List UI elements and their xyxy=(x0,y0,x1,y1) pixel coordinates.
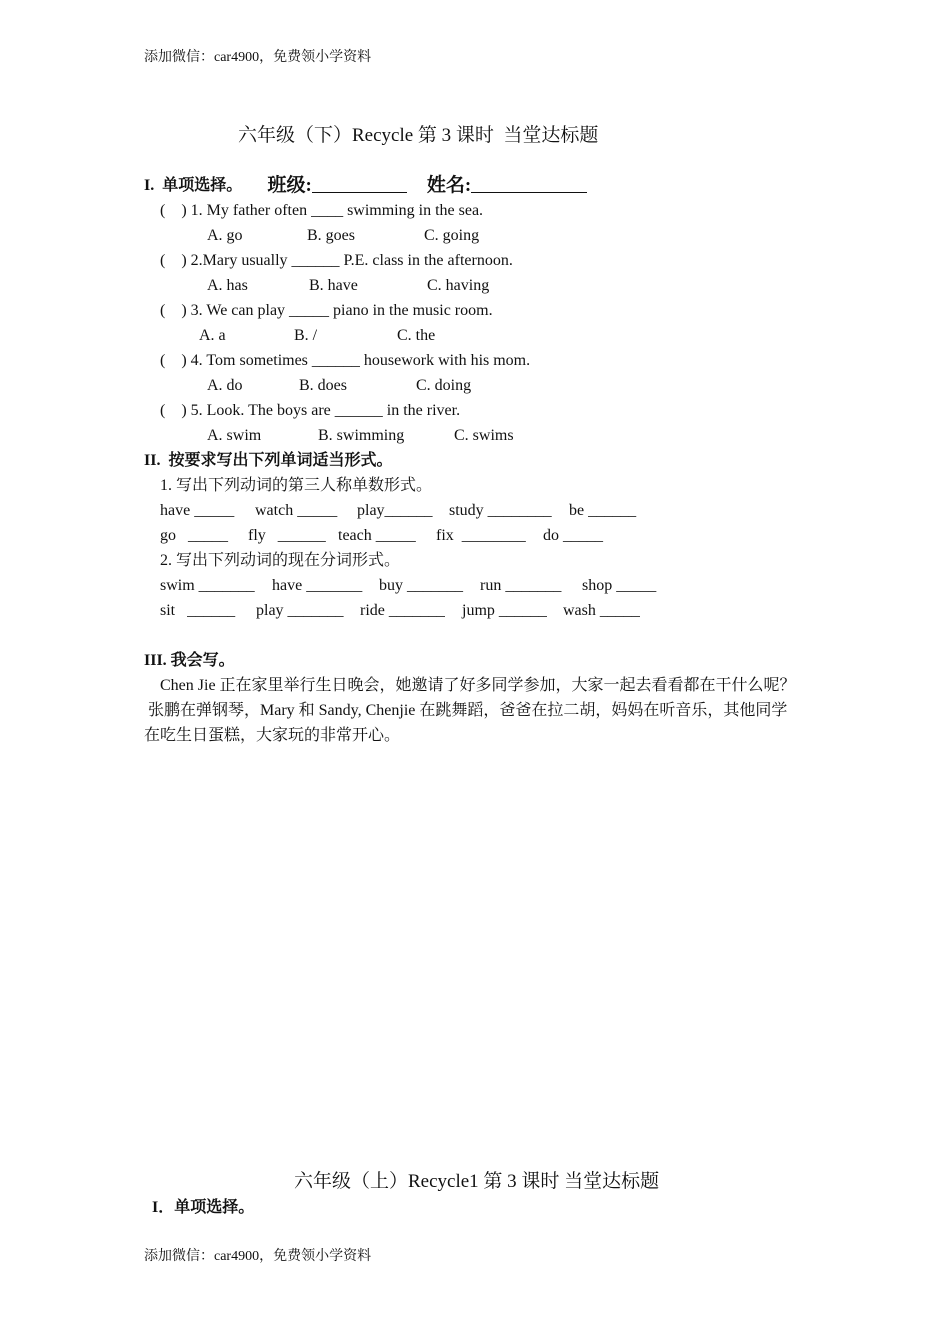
word-play: play______ xyxy=(357,502,433,519)
section2-heading: II. 按要求写出下列单词适当形式。 xyxy=(144,452,393,469)
word-do: do _____ xyxy=(543,527,603,544)
class-name-line xyxy=(258,150,587,198)
option-1b: B. goes xyxy=(307,227,355,244)
option-4b: B. does xyxy=(299,377,347,394)
word-ride: ride _______ xyxy=(360,602,445,619)
paragraph-line-3: 在吃生日蛋糕，大家玩的非常开心。 xyxy=(144,727,401,744)
part1-title: 1. 写出下列动词的第三人称单数形式。 xyxy=(160,477,433,494)
paragraph-line-1: Chen Jie 正在家里举行生日晚会，她邀请了好多同学参加，大家一起去看看都在干什么呢？ xyxy=(160,677,796,694)
next-page-heading: I．单项选择。 xyxy=(152,1199,255,1216)
word-jump: jump ______ xyxy=(462,602,547,619)
class-blank xyxy=(312,176,407,193)
name-blank xyxy=(471,176,587,193)
question-2: ( ) 2.Mary usually ______ P.E. class in the afternoon. xyxy=(160,252,513,269)
section3-heading: III. 我会写。 xyxy=(144,652,235,669)
question-1: ( ) 1. My father often ____ swimming in the sea. xyxy=(160,202,484,219)
option-3a: A. a xyxy=(199,327,226,344)
part2-title: 2. 写出下列动词的现在分词形式。 xyxy=(160,552,401,569)
word-study: study ________ xyxy=(449,502,552,519)
option-4c: C. doing xyxy=(416,377,472,394)
header-note: 添加微信：car4900，免费领小学资料 xyxy=(144,50,372,65)
section1-heading: I. 单项选择。 xyxy=(144,177,243,194)
word-wash: wash _____ xyxy=(563,602,640,619)
option-2a: A. has xyxy=(207,277,248,294)
option-3b: B. / xyxy=(294,327,318,344)
option-5b: B. swimming xyxy=(318,427,405,444)
word-fly: fly ______ xyxy=(248,527,326,544)
word-teach: teach _____ xyxy=(338,527,416,544)
word-have-ing: have _______ xyxy=(272,577,363,594)
question-3: ( ) 3. We can play _____ piano in the music room. xyxy=(160,302,493,319)
word-fix: fix ________ xyxy=(436,527,526,544)
word-be: be ______ xyxy=(569,502,637,519)
options-5 xyxy=(0,426,950,506)
word-buy: buy _______ xyxy=(379,577,463,594)
option-5c: C. swims xyxy=(454,427,514,444)
word-watch: watch _____ xyxy=(255,502,338,519)
name-label: 姓名: xyxy=(426,175,472,196)
option-2b: B. have xyxy=(309,277,358,294)
option-5a: A. swim xyxy=(207,427,262,444)
option-4a: A. do xyxy=(207,377,243,394)
word-sit: sit ______ xyxy=(160,602,236,619)
word-swim: swim _______ xyxy=(160,577,255,594)
footer-note: 添加微信：car4900，免费领小学资料 xyxy=(144,1249,372,1264)
question-4: ( ) 4. Tom sometimes ______ housework with his mom. xyxy=(160,352,531,369)
word-run: run _______ xyxy=(480,577,562,594)
word-shop: shop _____ xyxy=(582,577,657,594)
word-play-ing: play _______ xyxy=(256,602,344,619)
option-3c: C. the xyxy=(397,327,436,344)
paragraph-line-2: 张鹏在弹钢琴，Mary 和 Sandy, Chenjie 在跳舞蹈，爸爸在拉二胡，妈妈在听音乐，其他同学 xyxy=(148,702,788,719)
question-5: ( ) 5. Look. The boys are ______ in the river. xyxy=(160,402,461,419)
word-go: go _____ xyxy=(160,527,228,544)
option-1c: C. going xyxy=(424,227,480,244)
word-have: have _____ xyxy=(160,502,235,519)
page-title: 六年级（下）Recycle 第 3 课时 当堂达标题 xyxy=(238,125,599,146)
option-2c: C. having xyxy=(427,277,490,294)
class-label: 班级: xyxy=(267,175,312,196)
next-page-title: 六年级（上）Recycle1 第 3 课时 当堂达标题 xyxy=(294,1171,660,1192)
option-1a: A. go xyxy=(207,227,243,244)
